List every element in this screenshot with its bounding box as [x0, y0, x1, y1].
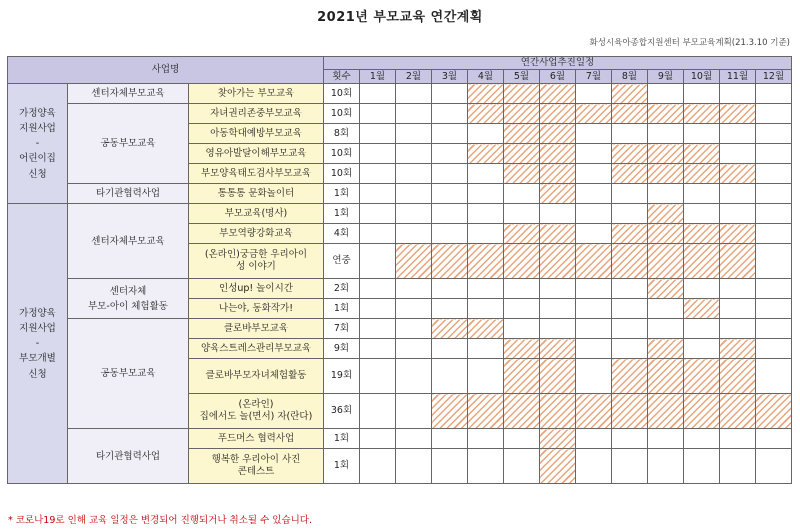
month-cell: [756, 279, 792, 299]
month-cell-scheduled: [612, 394, 648, 429]
page-title: 2021년 부모교육 연간계획: [317, 10, 483, 25]
table-row: [8, 429, 792, 449]
month-cell: [540, 204, 576, 224]
month-cell-scheduled: [612, 244, 648, 279]
month-cell: [612, 299, 648, 319]
month-cell-scheduled: [468, 84, 504, 104]
month-cell: [360, 319, 396, 339]
month-cell-scheduled: [612, 359, 648, 394]
month-cell-scheduled: [504, 164, 540, 184]
month-cell: [612, 319, 648, 339]
month-cell: [576, 124, 612, 144]
month-cell: [396, 224, 432, 244]
header-month: 2월: [396, 70, 432, 84]
month-cell-scheduled: [468, 104, 504, 124]
program-cell: 푸드머스 협력사업: [189, 429, 324, 449]
month-cell-scheduled: [540, 339, 576, 359]
header-month: 4월: [468, 70, 504, 84]
month-cell: [648, 184, 684, 204]
month-cell: [576, 279, 612, 299]
month-cell: [396, 359, 432, 394]
month-cell: [504, 299, 540, 319]
month-cell: [684, 449, 720, 484]
month-cell-scheduled: [720, 244, 756, 279]
month-cell: [576, 164, 612, 184]
month-cell-scheduled: [576, 244, 612, 279]
table-row: [8, 184, 792, 204]
month-cell: [504, 449, 540, 484]
month-cell: [648, 84, 684, 104]
month-cell: [360, 144, 396, 164]
month-cell-scheduled: [540, 359, 576, 394]
header-month: 11월: [720, 70, 756, 84]
page-subtitle: 화성시육아종합지원센터 부모교육계획(21.3.10 기준): [589, 38, 790, 48]
month-cell: [360, 244, 396, 279]
count-cell: 4회: [324, 224, 360, 244]
month-cell-scheduled: [720, 394, 756, 429]
month-cell-scheduled: [684, 164, 720, 184]
month-cell: [756, 359, 792, 394]
count-cell: 1회: [324, 429, 360, 449]
month-cell: [360, 164, 396, 184]
month-cell-scheduled: [540, 429, 576, 449]
month-cell: [360, 299, 396, 319]
month-cell-scheduled: [540, 394, 576, 429]
month-cell: [360, 449, 396, 484]
month-cell: [576, 339, 612, 359]
month-cell: [432, 224, 468, 244]
month-cell-scheduled: [612, 84, 648, 104]
group-cell: 가정양육 지원사업 - 어린이집 신청: [8, 84, 68, 204]
month-cell-scheduled: [432, 319, 468, 339]
month-cell-scheduled: [504, 394, 540, 429]
month-cell: [612, 429, 648, 449]
month-cell: [720, 184, 756, 204]
month-cell: [720, 279, 756, 299]
footnote: * 코로나19로 인해 교육 일정은 변경되어 진행되거나 취소될 수 있습니다.: [8, 515, 312, 526]
month-cell: [468, 339, 504, 359]
table-row: [8, 84, 792, 104]
month-cell: [576, 429, 612, 449]
count-cell: 19회: [324, 359, 360, 394]
month-cell: [756, 144, 792, 164]
month-cell-scheduled: [684, 394, 720, 429]
month-cell-scheduled: [468, 394, 504, 429]
month-cell: [468, 279, 504, 299]
month-cell: [432, 449, 468, 484]
month-cell: [396, 144, 432, 164]
month-cell: [720, 449, 756, 484]
category-cell: 타기관협력사업: [68, 184, 189, 204]
month-cell-scheduled: [576, 104, 612, 124]
month-cell: [396, 184, 432, 204]
month-cell: [684, 339, 720, 359]
month-cell: [396, 449, 432, 484]
month-cell: [468, 224, 504, 244]
month-cell: [648, 124, 684, 144]
month-cell: [360, 124, 396, 144]
month-cell: [360, 359, 396, 394]
count-cell: 36회: [324, 394, 360, 429]
program-cell: 부모역량강화교육: [189, 224, 324, 244]
month-cell-scheduled: [504, 104, 540, 124]
month-cell: [468, 299, 504, 319]
category-cell: 타기관협력사업: [68, 429, 189, 484]
month-cell: [504, 429, 540, 449]
count-cell: 7회: [324, 319, 360, 339]
month-cell: [576, 224, 612, 244]
month-cell: [504, 204, 540, 224]
month-cell-scheduled: [720, 224, 756, 244]
program-cell: 자녀권리존중부모교육: [189, 104, 324, 124]
month-cell-scheduled: [720, 339, 756, 359]
month-cell: [468, 449, 504, 484]
month-cell: [612, 184, 648, 204]
month-cell: [468, 124, 504, 144]
month-cell: [648, 319, 684, 339]
month-cell-scheduled: [468, 319, 504, 339]
month-cell: [756, 244, 792, 279]
header-month: 12월: [756, 70, 792, 84]
program-cell: 영유아발달이해부모교육: [189, 144, 324, 164]
table-row: [8, 319, 792, 339]
count-cell: 1회: [324, 204, 360, 224]
month-cell: [720, 299, 756, 319]
month-cell: [360, 204, 396, 224]
month-cell-scheduled: [540, 449, 576, 484]
month-cell: [504, 279, 540, 299]
month-cell-scheduled: [648, 144, 684, 164]
month-cell: [360, 104, 396, 124]
month-cell: [756, 204, 792, 224]
month-cell: [540, 279, 576, 299]
month-cell-scheduled: [648, 204, 684, 224]
category-cell: 센터자체부모교육: [68, 204, 189, 279]
month-cell-scheduled: [540, 184, 576, 204]
count-cell: 연중: [324, 244, 360, 279]
month-cell-scheduled: [504, 359, 540, 394]
month-cell: [468, 204, 504, 224]
month-cell-scheduled: [612, 144, 648, 164]
month-cell: [432, 164, 468, 184]
month-cell: [360, 279, 396, 299]
month-cell: [468, 429, 504, 449]
program-cell: 인성up! 놀이시간: [189, 279, 324, 299]
count-cell: 10회: [324, 84, 360, 104]
month-cell-scheduled: [648, 359, 684, 394]
month-cell: [396, 84, 432, 104]
month-cell: [432, 279, 468, 299]
program-cell: 양육스트레스관리부모교육: [189, 339, 324, 359]
month-cell: [396, 299, 432, 319]
month-cell: [360, 429, 396, 449]
month-cell: [396, 164, 432, 184]
category-cell: 공동부모교육: [68, 319, 189, 429]
month-cell: [756, 164, 792, 184]
month-cell-scheduled: [504, 144, 540, 164]
month-cell: [756, 449, 792, 484]
table-row: [8, 279, 792, 299]
header-month: 9월: [648, 70, 684, 84]
month-cell: [360, 84, 396, 104]
month-cell-scheduled: [504, 339, 540, 359]
month-cell-scheduled: [540, 144, 576, 164]
month-cell-scheduled: [468, 144, 504, 164]
month-cell: [684, 429, 720, 449]
month-cell: [720, 124, 756, 144]
program-cell: 찾아가는 부모교육: [189, 84, 324, 104]
month-cell: [432, 299, 468, 319]
month-cell: [576, 184, 612, 204]
count-cell: 1회: [324, 184, 360, 204]
month-cell: [396, 124, 432, 144]
table-row: [8, 204, 792, 224]
month-cell: [432, 339, 468, 359]
month-cell-scheduled: [432, 394, 468, 429]
month-cell-scheduled: [684, 359, 720, 394]
month-cell-scheduled: [540, 124, 576, 144]
program-cell: 부모교육(명사): [189, 204, 324, 224]
month-cell-scheduled: [540, 84, 576, 104]
month-cell-scheduled: [432, 244, 468, 279]
month-cell: [396, 319, 432, 339]
month-cell: [432, 184, 468, 204]
month-cell: [756, 104, 792, 124]
month-cell: [720, 429, 756, 449]
month-cell: [756, 184, 792, 204]
month-cell: [756, 84, 792, 104]
month-cell: [756, 339, 792, 359]
table-row: [8, 104, 792, 124]
header-month: 3월: [432, 70, 468, 84]
month-cell: [684, 124, 720, 144]
month-cell: [684, 204, 720, 224]
month-cell: [468, 359, 504, 394]
month-cell-scheduled: [540, 224, 576, 244]
month-cell: [684, 279, 720, 299]
month-cell-scheduled: [684, 224, 720, 244]
month-cell: [396, 429, 432, 449]
program-cell: (온라인) 집에서도 놀(면서) 자(란다): [189, 394, 324, 429]
month-cell: [576, 144, 612, 164]
schedule-table: [7, 56, 792, 484]
month-cell: [648, 449, 684, 484]
month-cell: [396, 339, 432, 359]
month-cell: [576, 359, 612, 394]
count-cell: 10회: [324, 144, 360, 164]
month-cell: [360, 184, 396, 204]
month-cell: [612, 279, 648, 299]
month-cell: [432, 429, 468, 449]
header-month: 8월: [612, 70, 648, 84]
month-cell: [360, 339, 396, 359]
month-cell-scheduled: [612, 104, 648, 124]
month-cell: [360, 224, 396, 244]
month-cell: [684, 319, 720, 339]
header-schedule: 연간사업추진일정: [324, 57, 792, 70]
month-cell-scheduled: [396, 244, 432, 279]
month-cell: [432, 104, 468, 124]
month-cell-scheduled: [612, 224, 648, 244]
month-cell: [720, 319, 756, 339]
month-cell-scheduled: [648, 279, 684, 299]
month-cell-scheduled: [612, 164, 648, 184]
program-cell: 클로바부모자녀체험활동: [189, 359, 324, 394]
program-cell: 클로바부모교육: [189, 319, 324, 339]
month-cell: [432, 144, 468, 164]
month-cell-scheduled: [756, 394, 792, 429]
month-cell: [432, 204, 468, 224]
month-cell: [360, 394, 396, 429]
month-cell-scheduled: [720, 164, 756, 184]
month-cell: [540, 319, 576, 339]
month-cell: [612, 204, 648, 224]
month-cell-scheduled: [504, 224, 540, 244]
month-cell: [720, 144, 756, 164]
month-cell: [576, 84, 612, 104]
category-cell: 센터자체부모교육: [68, 84, 189, 104]
count-cell: 10회: [324, 104, 360, 124]
program-cell: 부모양육태도검사부모교육: [189, 164, 324, 184]
header-month: 7월: [576, 70, 612, 84]
category-cell: 공동부모교육: [68, 104, 189, 184]
month-cell-scheduled: [720, 104, 756, 124]
month-cell-scheduled: [576, 394, 612, 429]
month-cell-scheduled: [504, 84, 540, 104]
month-cell-scheduled: [468, 244, 504, 279]
program-cell: 행복한 우리아이 사진 콘테스트: [189, 449, 324, 484]
month-cell: [504, 319, 540, 339]
month-cell-scheduled: [540, 244, 576, 279]
month-cell: [648, 299, 684, 319]
program-cell: 아동학대예방부모교육: [189, 124, 324, 144]
month-cell: [432, 124, 468, 144]
month-cell-scheduled: [648, 104, 684, 124]
month-cell-scheduled: [684, 104, 720, 124]
month-cell: [756, 429, 792, 449]
month-cell-scheduled: [648, 224, 684, 244]
month-cell-scheduled: [504, 124, 540, 144]
month-cell-scheduled: [648, 244, 684, 279]
month-cell-scheduled: [540, 164, 576, 184]
month-cell: [396, 204, 432, 224]
count-cell: 2회: [324, 279, 360, 299]
program-cell: (온라인)궁금한 우리아이 성 이야기: [189, 244, 324, 279]
header-month: 1월: [360, 70, 396, 84]
category-cell: 센터자체 부모-아이 체험활동: [68, 279, 189, 319]
month-cell: [540, 299, 576, 319]
month-cell: [756, 299, 792, 319]
month-cell: [756, 319, 792, 339]
month-cell: [720, 204, 756, 224]
header-month: 5월: [504, 70, 540, 84]
month-cell: [504, 184, 540, 204]
month-cell: [684, 84, 720, 104]
month-cell: [756, 124, 792, 144]
group-cell: 가정양육 지원사업 - 부모개별 신청: [8, 204, 68, 484]
count-cell: 1회: [324, 449, 360, 484]
program-cell: 나는야, 동화작가!: [189, 299, 324, 319]
month-cell-scheduled: [684, 144, 720, 164]
month-cell: [576, 204, 612, 224]
month-cell: [756, 224, 792, 244]
month-cell-scheduled: [648, 164, 684, 184]
month-cell: [396, 279, 432, 299]
month-cell: [648, 429, 684, 449]
month-cell-scheduled: [648, 394, 684, 429]
month-cell: [396, 104, 432, 124]
count-cell: 1회: [324, 299, 360, 319]
month-cell: [468, 184, 504, 204]
month-cell-scheduled: [540, 104, 576, 124]
header-month: 10월: [684, 70, 720, 84]
header-count: 횟수: [324, 70, 360, 84]
header-program: 사업명: [8, 57, 324, 84]
count-cell: 9회: [324, 339, 360, 359]
program-cell: 통통통 문화놀이터: [189, 184, 324, 204]
month-cell: [720, 84, 756, 104]
month-cell-scheduled: [684, 299, 720, 319]
month-cell-scheduled: [684, 244, 720, 279]
month-cell: [612, 449, 648, 484]
header-month: 6월: [540, 70, 576, 84]
month-cell: [612, 124, 648, 144]
month-cell: [576, 319, 612, 339]
count-cell: 10회: [324, 164, 360, 184]
month-cell: [432, 359, 468, 394]
month-cell-scheduled: [720, 359, 756, 394]
month-cell: [468, 164, 504, 184]
count-cell: 8회: [324, 124, 360, 144]
month-cell-scheduled: [648, 339, 684, 359]
month-cell: [576, 299, 612, 319]
month-cell: [684, 184, 720, 204]
month-cell: [576, 449, 612, 484]
month-cell: [612, 339, 648, 359]
month-cell-scheduled: [504, 244, 540, 279]
month-cell: [432, 84, 468, 104]
month-cell: [396, 394, 432, 429]
